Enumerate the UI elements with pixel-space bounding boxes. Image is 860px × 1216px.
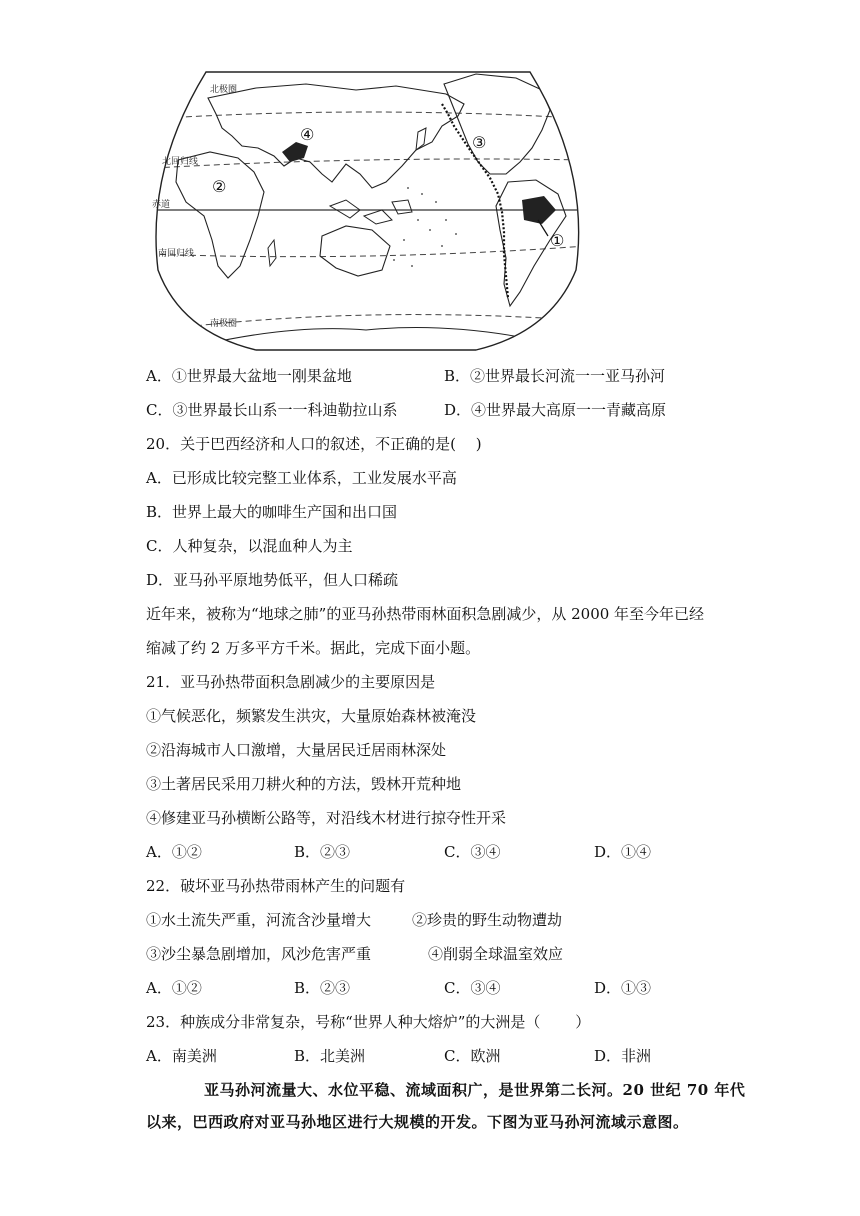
arctic-circle-label: 北极圈	[210, 85, 238, 95]
q22-option-c[interactable]: C．③④	[444, 979, 501, 997]
q20-option-a[interactable]: A．已形成比较完整工业体系，工业发展水平高	[146, 469, 457, 487]
map-frame	[156, 72, 579, 350]
q22-statement-4: ④削弱全球温室效应	[428, 945, 564, 963]
q22-stem: 22．破坏亚马孙热带雨林产生的问题有	[146, 877, 406, 895]
antarctic-circle-label: 南极圈	[210, 319, 238, 329]
q20-option-c[interactable]: C．人种复杂，以混血种人为主	[146, 537, 353, 555]
q21-option-b[interactable]: B．②③	[294, 843, 351, 861]
q19-option-a[interactable]: A．①世界最大盆地一刚果盆地	[146, 367, 352, 385]
q20-option-b[interactable]: B．世界上最大的咖啡生产国和出口国	[146, 503, 398, 521]
passage-line-1: 亚马孙河流量大、水位平稳、流域面积广，是世界第二长河。20 世纪 70 年代	[204, 1081, 746, 1099]
marker-2: ②	[212, 177, 227, 196]
q19-option-b[interactable]: B．②世界最长河流一一亚马孙河	[444, 367, 666, 385]
q20-stem: 20．关于巴西经济和人口的叙述，不正确的是( )	[146, 435, 482, 453]
tropic-capricorn-label: 南回归线	[158, 249, 195, 259]
marker-4: ④	[300, 125, 315, 144]
q22-statement-1: ①水土流失严重，河流含沙量增大	[146, 911, 372, 929]
marker-3: ③	[472, 133, 487, 152]
marker-1: ①	[550, 231, 565, 250]
q23-option-a[interactable]: A．南美洲	[146, 1047, 217, 1065]
q22-statement-2: ②珍贵的野生动物遭劫	[412, 911, 563, 929]
q19-option-c[interactable]: C．③世界最长山系一一科迪勒拉山系	[146, 401, 398, 419]
intro-line-2: 缩减了约 2 万多平方千米。据此，完成下面小题。	[146, 639, 481, 657]
q23-option-d[interactable]: D．非洲	[594, 1047, 652, 1065]
q23-option-c[interactable]: C．欧洲	[444, 1047, 501, 1065]
q21-statement-2: ②沿海城市人口激增，大量居民迁居雨林深处	[146, 741, 447, 759]
q22-option-d[interactable]: D．①③	[594, 979, 652, 997]
q21-statement-1: ①气候恶化，频繁发生洪灾，大量原始森林被淹没	[146, 707, 477, 725]
q21-statement-3: ③土著居民采用刀耕火种的方法，毁林开荒种地	[146, 775, 462, 793]
q22-option-a[interactable]: A．①②	[146, 979, 202, 997]
q21-option-c[interactable]: C．③④	[444, 843, 501, 861]
q21-option-d[interactable]: D．①④	[594, 843, 652, 861]
q22-statement-3: ③沙尘暴急剧增加，风沙危害严重	[146, 945, 372, 963]
q23-option-b[interactable]: B．北美洲	[294, 1047, 366, 1065]
passage-line-2: 以来，巴西政府对亚马孙地区进行大规模的开发。下图为亚马孙河流域示意图。	[146, 1113, 689, 1131]
q21-option-a[interactable]: A．①②	[146, 843, 202, 861]
equator-label: 赤道	[152, 200, 171, 210]
q21-stem: 21．亚马孙热带面积急剧减少的主要原因是	[146, 673, 436, 691]
q22-option-b[interactable]: B．②③	[294, 979, 351, 997]
q20-option-d[interactable]: D．亚马孙平原地势低平，但人口稀疏	[146, 571, 399, 589]
tropic-cancer-label: 北回归线	[162, 157, 199, 167]
q23-stem: 23．种族成分非常复杂，号称“世界人种大熔炉”的大洲是（ ）	[146, 1013, 591, 1031]
intro-line-1: 近年来，被称为“地球之肺”的亚马孙热带雨林面积急剧减少，从 2000 年至今年已经	[146, 605, 705, 623]
q19-option-d[interactable]: D．④世界最大高原一一青藏高原	[444, 401, 667, 419]
q21-statement-4: ④修建亚马孙横断公路等，对沿线木材进行掠夺性开采	[146, 809, 507, 827]
world-map-figure	[146, 70, 590, 352]
